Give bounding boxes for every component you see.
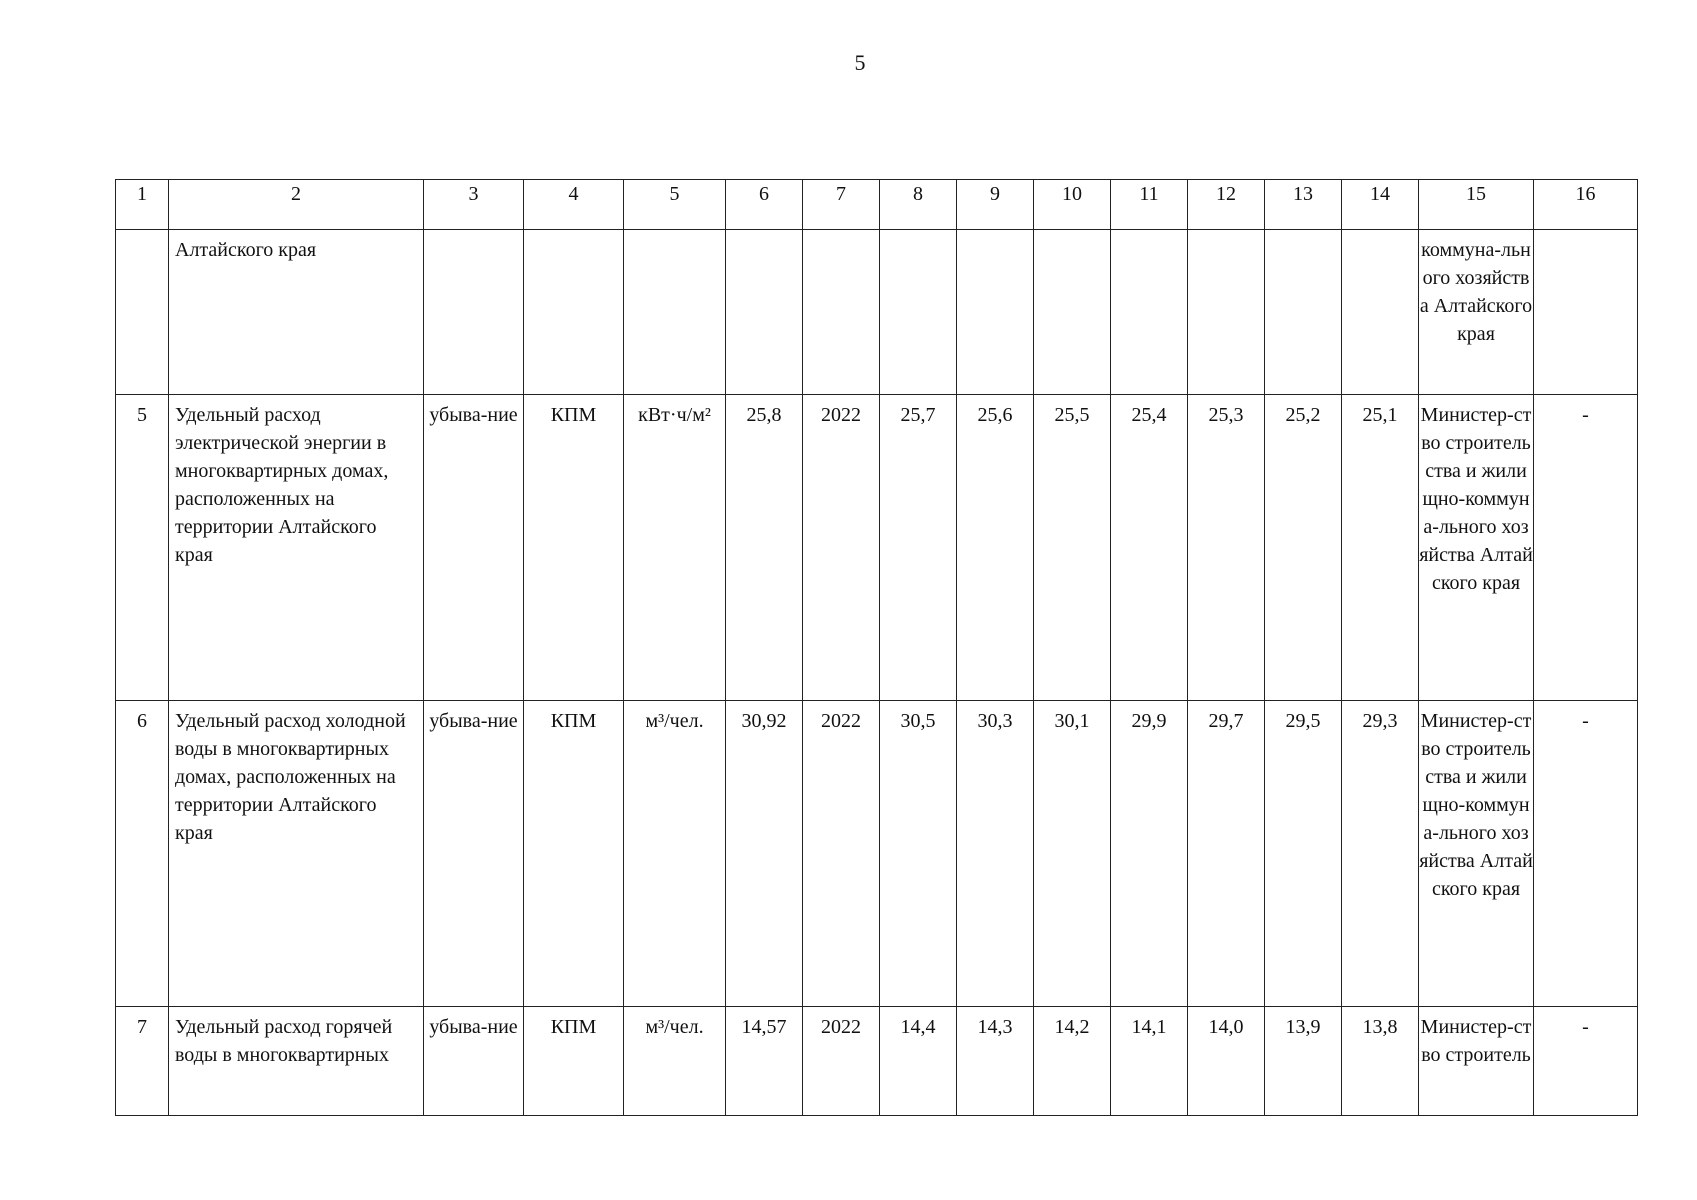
column-header: 3 (424, 180, 524, 230)
value-cell (1111, 230, 1188, 395)
value-cell: 13,8 (1342, 1007, 1419, 1116)
page-number: 5 (854, 50, 866, 75)
unit-cell (624, 230, 726, 395)
unit-cell: кВт·ч/м² (624, 395, 726, 701)
row-number: 7 (116, 1007, 169, 1116)
column-header: 16 (1534, 180, 1638, 230)
value-cell: 25,1 (1342, 395, 1419, 701)
base-year-cell: 2022 (803, 701, 880, 1007)
table-row (116, 230, 1638, 395)
row-number: 6 (116, 701, 169, 1007)
column-header: 9 (957, 180, 1034, 230)
indicator-name: Алтайского края (169, 230, 424, 395)
note-cell (1534, 230, 1638, 395)
responsible-cell: коммуна-льного хозяйства Алтайского края (1419, 230, 1534, 395)
value-cell: 25,6 (957, 395, 1034, 701)
column-header: 6 (726, 180, 803, 230)
column-header: 1 (116, 180, 169, 230)
column-header: 5 (624, 180, 726, 230)
value-cell: 29,7 (1188, 701, 1265, 1007)
base-value-cell: 25,8 (726, 395, 803, 701)
value-cell: 25,5 (1034, 395, 1111, 701)
responsible-cell: Министер-ство строитель ства и жилищно-коммуна-льного хозяйства Алтайского края (1419, 395, 1534, 701)
row-number (116, 230, 169, 395)
column-header: 4 (524, 180, 624, 230)
direction-cell (424, 230, 524, 395)
column-header: 15 (1419, 180, 1534, 230)
value-cell: 30,1 (1034, 701, 1111, 1007)
base-year-cell: 2022 (803, 395, 880, 701)
table-row (116, 701, 1638, 1007)
table-row (116, 395, 1638, 701)
base-value-cell: 14,57 (726, 1007, 803, 1116)
column-header: 7 (803, 180, 880, 230)
column-header: 10 (1034, 180, 1111, 230)
value-cell: 14,0 (1188, 1007, 1265, 1116)
row-number: 5 (116, 395, 169, 701)
value-cell: 29,3 (1342, 701, 1419, 1007)
note-cell: - (1534, 701, 1638, 1007)
table-row (116, 1007, 1638, 1116)
column-header: 13 (1265, 180, 1342, 230)
level-cell: КПМ (524, 395, 624, 701)
value-cell (957, 230, 1034, 395)
level-cell (524, 230, 624, 395)
value-cell: 30,3 (957, 701, 1034, 1007)
value-cell (1342, 230, 1419, 395)
column-header: 8 (880, 180, 957, 230)
responsible-cell: Министер-ство строитель (1419, 1007, 1534, 1116)
base-value-cell: 30,92 (726, 701, 803, 1007)
column-header: 11 (1111, 180, 1188, 230)
value-cell: 14,4 (880, 1007, 957, 1116)
column-header: 14 (1342, 180, 1419, 230)
note-cell: - (1534, 395, 1638, 701)
level-cell: КПМ (524, 701, 624, 1007)
value-cell: 14,1 (1111, 1007, 1188, 1116)
value-cell (1188, 230, 1265, 395)
indicator-name: Удельный расход холодной воды в многоквартирных домах, расположенных на территории Алтайского края (169, 701, 424, 1007)
direction-cell: убыва-ние (424, 701, 524, 1007)
indicators-table (115, 179, 1638, 1116)
base-year-cell (803, 230, 880, 395)
responsible-cell: Министер-ство строитель ства и жилищно-коммуна-льного хозяйства Алтайского края (1419, 701, 1534, 1007)
value-cell: 29,9 (1111, 701, 1188, 1007)
value-cell: 30,5 (880, 701, 957, 1007)
value-cell: 25,7 (880, 395, 957, 701)
unit-cell: м³/чел. (624, 701, 726, 1007)
note-cell: - (1534, 1007, 1638, 1116)
unit-cell: м³/чел. (624, 1007, 726, 1116)
base-year-cell: 2022 (803, 1007, 880, 1116)
value-cell: 14,3 (957, 1007, 1034, 1116)
level-cell: КПМ (524, 1007, 624, 1116)
value-cell: 25,4 (1111, 395, 1188, 701)
value-cell (880, 230, 957, 395)
value-cell: 13,9 (1265, 1007, 1342, 1116)
value-cell (1034, 230, 1111, 395)
value-cell: 29,5 (1265, 701, 1342, 1007)
base-value-cell (726, 230, 803, 395)
indicator-name: Удельный расход электрической энергии в многоквартирных домах, расположенных на территории Алтайского края (169, 395, 424, 701)
value-cell: 25,3 (1188, 395, 1265, 701)
direction-cell: убыва-ние (424, 1007, 524, 1116)
table-header-row (116, 180, 1638, 230)
direction-cell: убыва-ние (424, 395, 524, 701)
value-cell: 25,2 (1265, 395, 1342, 701)
column-header: 2 (169, 180, 424, 230)
value-cell: 14,2 (1034, 1007, 1111, 1116)
value-cell (1265, 230, 1342, 395)
column-header: 12 (1188, 180, 1265, 230)
indicator-name: Удельный расход горячей воды в многоквартирных (169, 1007, 424, 1116)
